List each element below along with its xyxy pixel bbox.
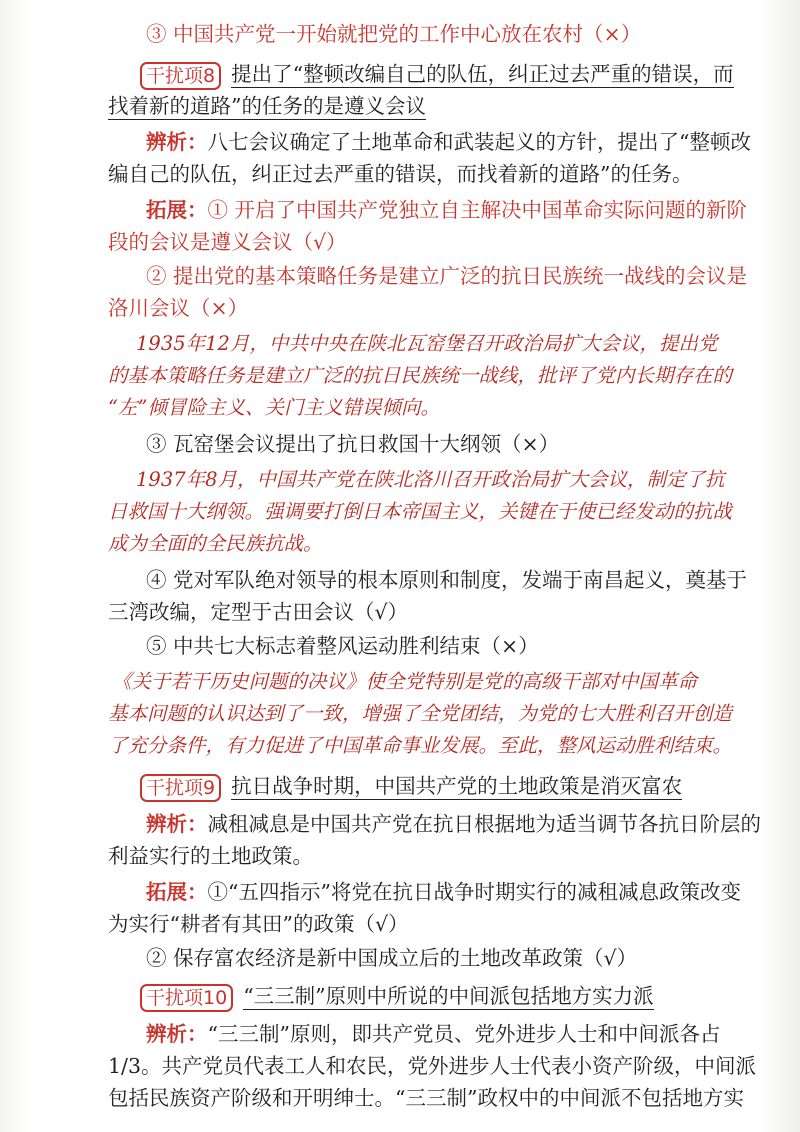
extension-8-line2: 段的会议是遵义会议（√） (108, 230, 347, 254)
extension-8-item4-cont: 三湾改编，定型于古田会议（√） (108, 600, 409, 624)
analysis-10-line1 (146, 1020, 720, 1048)
extension-9-item2: ② 保存富农经济是新中国成立后的土地改革政策（√） (146, 946, 638, 970)
note-1937-line2: 日救国十大纲领。强调要打倒日本帝国主义，关键在于使已经发动的抗战 (108, 500, 733, 523)
item-3-statement: ③ 中国共产党一开始就把党的工作中心放在农村（×） (146, 22, 642, 46)
note-resolution-line2: 基本问题的认识达到了一致，增强了全党团结，为党的七大胜利召开创造 (108, 702, 733, 725)
note-1935-line1: 1935年12月，中共中央在陕北瓦窑堡召开政治局扩大会议，提出党 (136, 332, 718, 355)
note-1937-line1: 1937年8月，中国共产党在陕北洛川召开政治局扩大会议，制定了抗 (136, 468, 725, 491)
analysis-8-text: 八七会议确定了土地革命和武装起义的方针，提出了“整顿改 (207, 130, 751, 154)
distractor-10-text: “三三制”原则中所说的中间派包括地方实力派 (243, 984, 654, 1008)
analysis-label: 辨析： (146, 130, 208, 154)
distractor-8-text-cont (108, 92, 426, 120)
analysis-9-text: 减租减息是中国共产党在抗日根据地为适当调节各抗日阶层的 (207, 812, 761, 836)
extension-9-item1: ①“五四指示”将党在抗日战争时期实行的减租减息政策改变 (207, 880, 741, 904)
extension-8-item3: ③ 瓦窑堡会议提出了抗日救国十大纲领（×） (146, 432, 560, 456)
note-resolution-line1: 《关于若干历史问题的决议》使全党特别是党的高级干部对中国革命 (112, 670, 698, 693)
note-1937-line3: 成为全面的全民族抗战。 (108, 532, 323, 555)
extension-label: 拓展： (146, 198, 208, 222)
extension-8-item2: ② 提出党的基本策略任务是建立广泛的抗日民族统一战线的会议是 (146, 264, 748, 288)
extension-8-item1: ① 开启了中国共产党独立自主解决中国革命实际问题的新阶 (207, 198, 748, 222)
analysis-10-text: “三三制”原则，即共产党员、党外进步人士和中间派各占 (207, 1022, 721, 1046)
distractor-8-tag: 干扰项8 (140, 62, 221, 90)
extension-9-line1 (146, 878, 741, 906)
note-1935-line2: 的基本策略任务是建立广泛的抗日民族统一战线，批评了党内长期存在的 (108, 364, 733, 387)
distractor-10-row (140, 982, 654, 1012)
distractor-8-text-line2: 找着新的道路”的任务的是遵义会议 (108, 94, 426, 118)
distractor-9-text: 抗日战争时期，中国共产党的土地政策是消灭富农 (231, 774, 683, 798)
analysis-10-line3: 包括民族资产阶级和开明绅士。“三三制”政权中的中间派不包括地方实 (108, 1086, 744, 1110)
distractor-9-row (140, 772, 682, 802)
note-resolution-line3: 了充分条件，有力促进了中国革命事业发展。至此，整风运动胜利结束。 (108, 734, 733, 757)
distractor-8-text: 提出了“整顿改编自己的队伍，纠正过去严重的错误，而 (231, 62, 734, 86)
extension-8-item2-cont: 洛川会议（×） (108, 296, 249, 320)
analysis-8-line2: 编自己的队伍，纠正过去严重的错误，而找着新的道路”的任务。 (108, 162, 693, 186)
analysis-10-line2: 1/3。共产党员代表工人和农民，党外进步人士代表小资产阶级，中间派 (108, 1054, 756, 1078)
analysis-label-2: 辨析： (146, 812, 208, 836)
distractor-9-tag: 干扰项9 (140, 774, 221, 802)
note-1935-line3: “左”倾冒险主义、关门主义错误倾向。 (108, 396, 440, 419)
extension-8-item5: ⑤ 中共七大标志着整风运动胜利结束（×） (146, 634, 539, 658)
analysis-label-3: 辨析： (146, 1022, 208, 1046)
distractor-10-tag: 干扰项10 (140, 984, 233, 1012)
extension-9-line2: 为实行“耕者有其田”的政策（√） (108, 912, 409, 936)
analysis-9-line2: 利益实行的土地政策。 (108, 844, 313, 868)
distractor-8-row (140, 60, 734, 90)
analysis-8-line1 (146, 128, 751, 156)
extension-label-2: 拓展： (146, 880, 208, 904)
analysis-9-line1 (146, 810, 761, 838)
extension-8-line1 (146, 196, 747, 224)
extension-8-item4: ④ 党对军队绝对领导的根本原则和制度，发端于南昌起义，奠基于 (146, 568, 748, 592)
